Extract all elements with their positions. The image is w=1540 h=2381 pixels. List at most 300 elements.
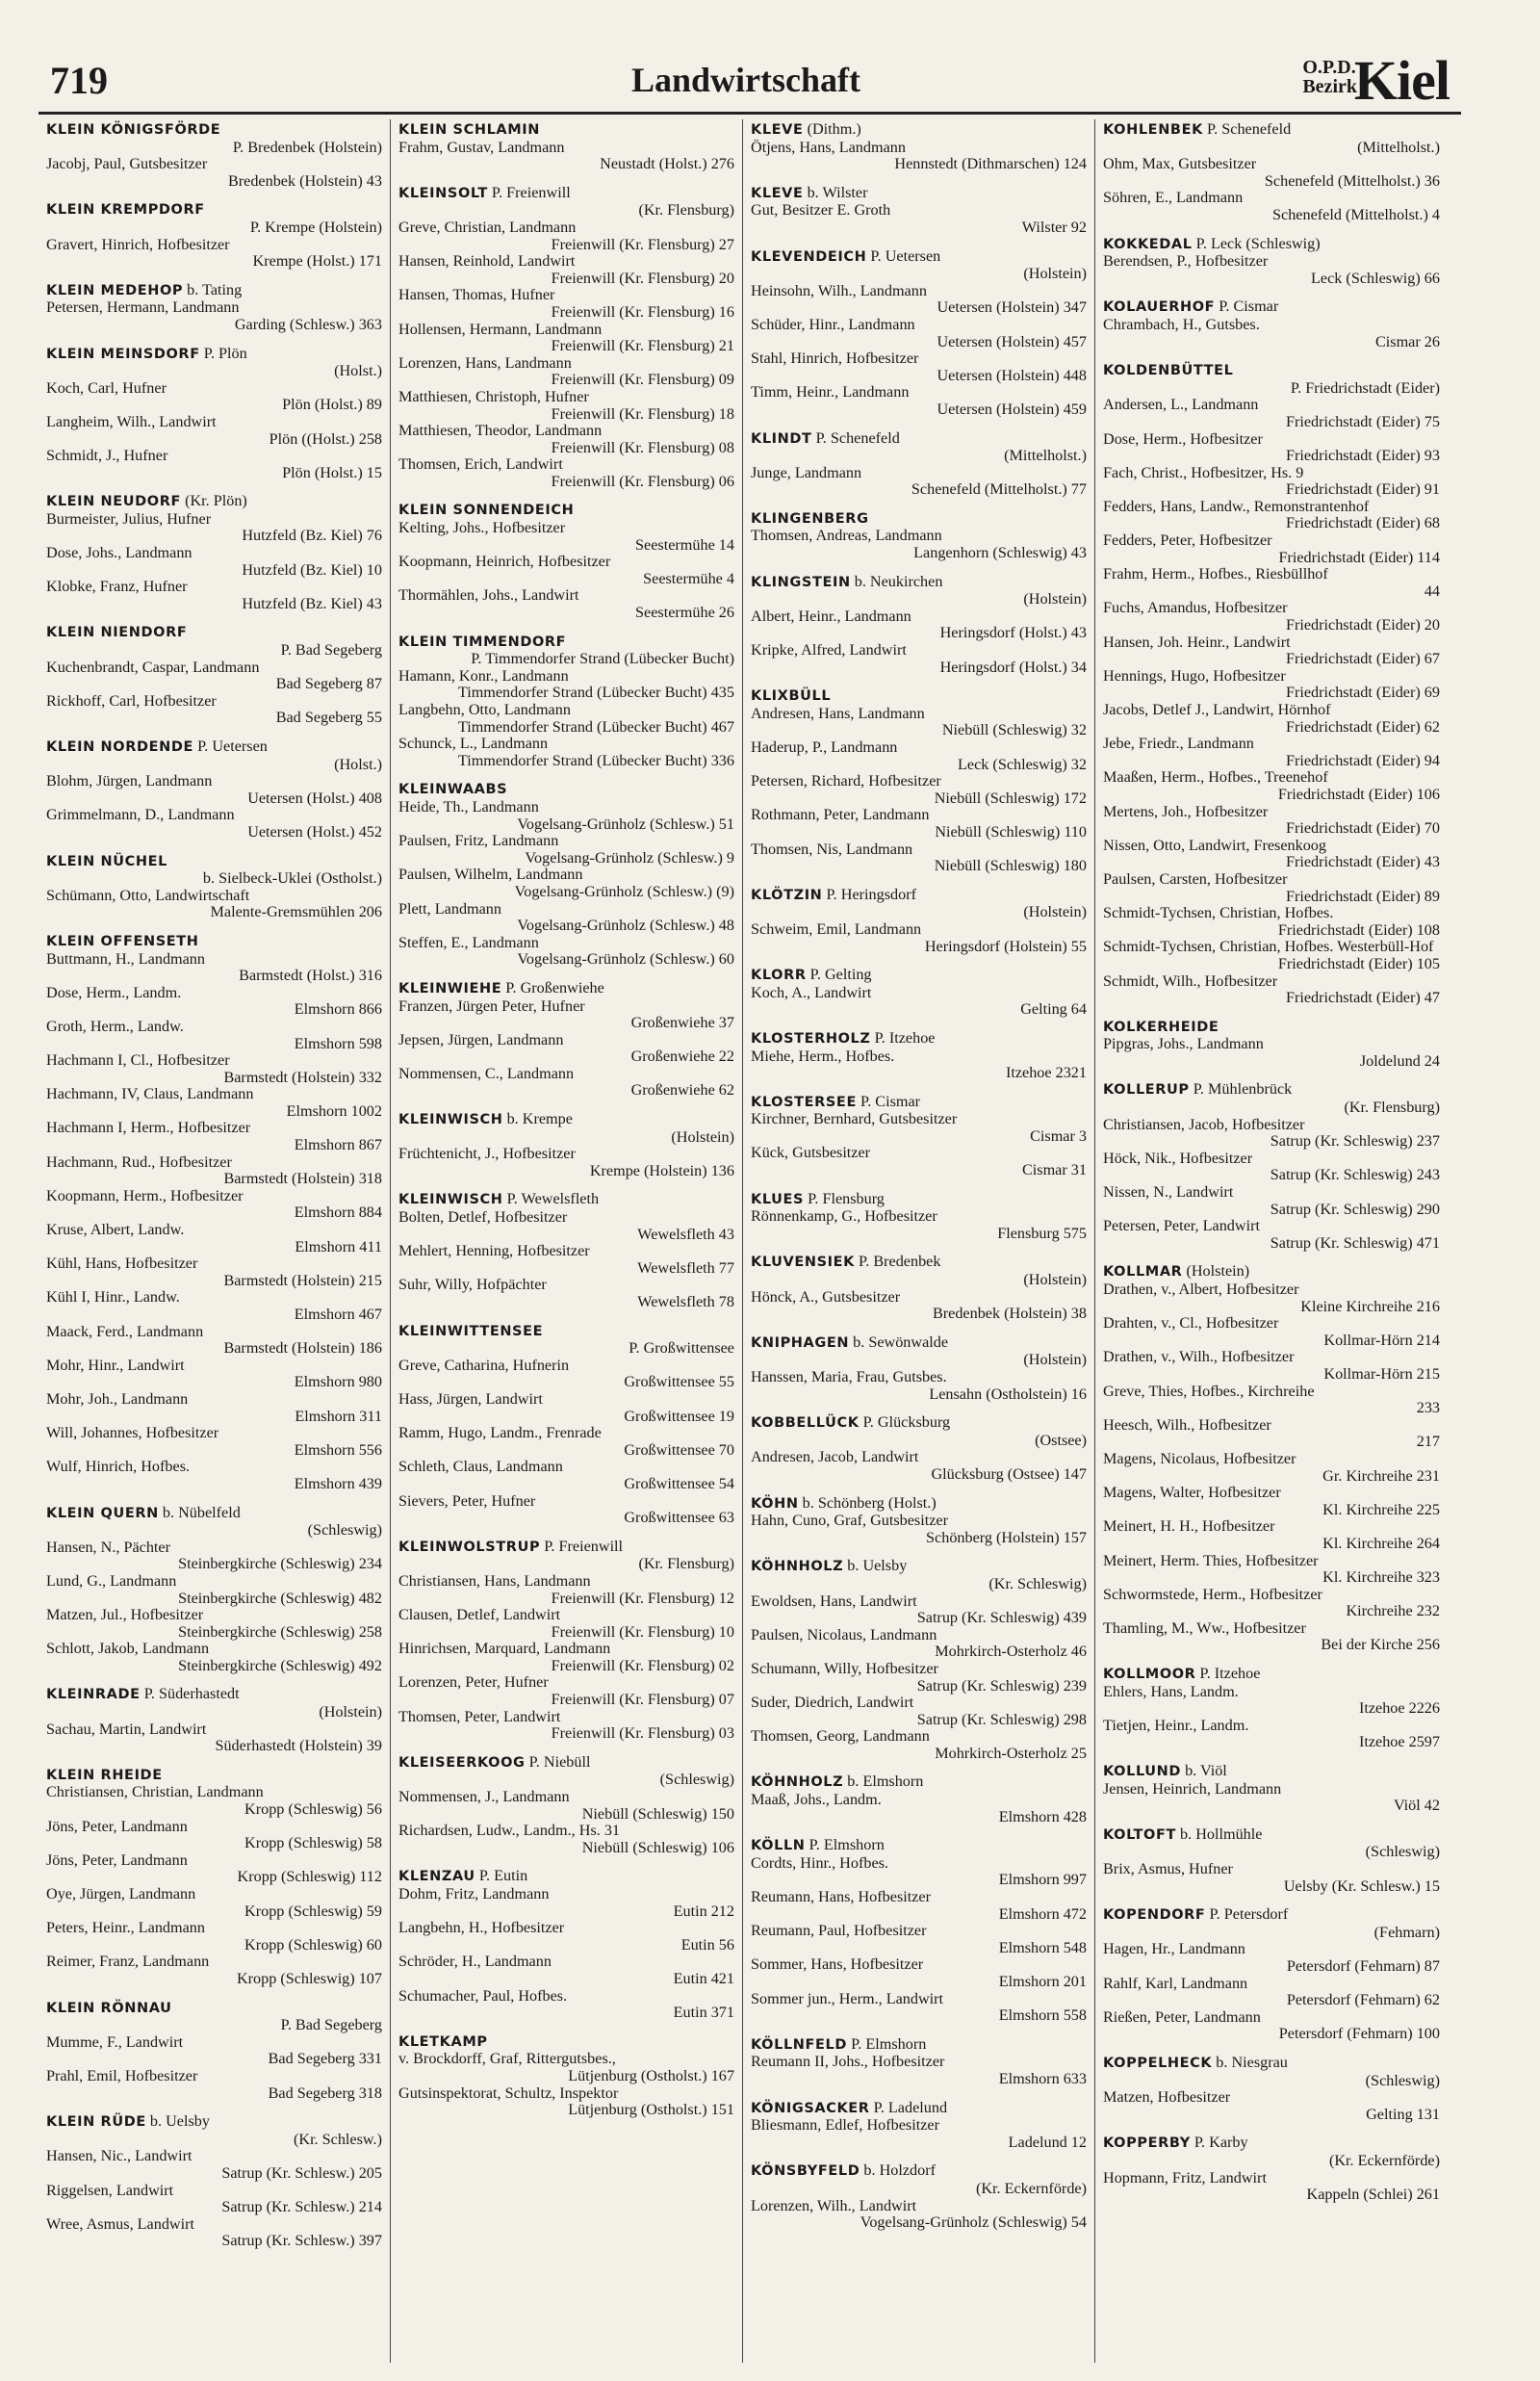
place-heading <box>751 1773 1087 1792</box>
entry-name: Haderup, P., Landmann <box>751 738 898 756</box>
entry-phone: Friedrichstadt (Eider) 94 <box>1285 751 1440 769</box>
list-item <box>751 1627 1087 1661</box>
entry-name: Fedders, Peter, Hofbesitzer <box>1103 531 1272 550</box>
entry-name: Oye, Jürgen, Landmann <box>46 1885 196 1902</box>
place-name: KLEINWITTENSEE <box>398 1323 544 1339</box>
entry-name: Ohm, Max, Gutsbesitzer <box>1103 155 1257 173</box>
place-postal-detail: (Kr. Schleswig) <box>988 1574 1087 1592</box>
list-item <box>1103 804 1440 838</box>
entry-phone: Schenefeld (Mittelholst.) 77 <box>911 480 1087 499</box>
entry-phone: Petersdorf (Fehmarn) 87 <box>1286 1956 1440 1975</box>
list-item <box>46 511 382 545</box>
entry-name: Rönnenkamp, G., Hofbesitzer <box>751 1207 937 1226</box>
entry-phone: Kl. Kirchreihe 225 <box>1322 1500 1440 1518</box>
place-heading <box>46 933 382 951</box>
entry-name: Hansen, Joh. Heinr., Landwirt <box>1103 633 1291 651</box>
entry-phone: Niebüll (Schleswig) 172 <box>934 789 1087 807</box>
place-block <box>1103 236 1440 288</box>
entry-name: Kruse, Albert, Landw. <box>46 1221 185 1239</box>
entry-name: Mohr, Hinr., Landwirt <box>46 1356 185 1374</box>
list-item <box>46 1019 382 1052</box>
list-item <box>398 1988 734 2022</box>
list-item <box>46 2183 382 2216</box>
list-item <box>1103 1976 1440 2009</box>
entry-phone: Plön ((Holst.) 258 <box>269 429 382 448</box>
list-item <box>1103 939 1440 972</box>
entry-phone: Steinbergkirche (Schleswig) 234 <box>178 1555 382 1573</box>
entry-name: Suhr, Willy, Hofpächter <box>398 1276 547 1294</box>
place-postal-detail: P. Timmendorfer Strand (Lübecker Bucht) <box>471 650 734 668</box>
place-name: KLEIN NÜCHEL <box>46 853 167 869</box>
entry-phone: Barmstedt (Holstein) 318 <box>223 1170 382 1188</box>
place-name: KOLLUND <box>1103 1764 1182 1780</box>
place-name: KÖHNHOLZ <box>751 1774 844 1791</box>
list-item <box>1103 397 1440 430</box>
list-item <box>1103 317 1440 350</box>
place-postal: P. Freienwill <box>540 1537 624 1555</box>
place-name: KLEVENDEICH <box>751 248 867 265</box>
list-item <box>398 867 734 900</box>
list-item <box>1103 1384 1440 1417</box>
entry-phone: Eutin 421 <box>673 1969 734 1987</box>
entry-phone: Mohrkirch-Osterholz 25 <box>935 1744 1087 1762</box>
place-postal-detail: b. Sielbeck-Uklei (Ostholst.) <box>202 869 382 888</box>
entry-name: Lorenzen, Peter, Hufner <box>398 1673 549 1692</box>
entry-name: Koch, A., Landwirt <box>751 983 872 1001</box>
entry-phone: Elmshorn 558 <box>998 2006 1087 2025</box>
entry-phone: Cismar 31 <box>1022 1161 1087 1179</box>
list-item <box>398 799 734 833</box>
entry-phone: Elmshorn 428 <box>998 1807 1087 1825</box>
entry-phone: Hutzfeld (Bz. Kiel) 76 <box>242 527 382 545</box>
place-postal: P. Großenwiehe <box>501 978 604 996</box>
list-item <box>46 1222 382 1255</box>
place-postal: P. Cismar <box>856 1092 921 1110</box>
list-item <box>751 1369 1087 1403</box>
place-heading <box>398 1539 734 1557</box>
entry-name: Höck, Nik., Hofbesitzer <box>1103 1149 1253 1167</box>
list-item <box>751 140 1087 173</box>
place-block <box>751 1558 1087 1762</box>
entry-phone: Hutzfeld (Bz. Kiel) 43 <box>242 594 382 612</box>
entry-phone: Freienwill (Kr. Flensburg) 10 <box>551 1622 734 1641</box>
place-name: KOPPERBY <box>1103 2135 1191 2152</box>
entry-phone: Cismar 3 <box>1030 1126 1087 1145</box>
place-block <box>46 2113 382 2250</box>
entry-phone: Kropp (Schleswig) 58 <box>244 1834 382 1852</box>
place-block <box>1103 1081 1440 1252</box>
place-block <box>46 853 382 921</box>
entry-phone: Elmshorn 439 <box>294 1474 382 1492</box>
list-item <box>46 1459 382 1492</box>
place-block <box>1103 1826 1440 1895</box>
place-block <box>398 1191 734 1310</box>
list-item <box>398 253 734 287</box>
entry-name: Petersen, Peter, Landwirt <box>1103 1217 1260 1235</box>
place-heading <box>46 121 382 140</box>
place-name: KLEIN QUERN <box>46 1505 159 1521</box>
place-postal-detail: (Kr. Flensburg) <box>638 1555 734 1573</box>
list-item <box>751 283 1087 317</box>
entry-name: Langbehn, H., Hofbesitzer <box>398 1919 565 1937</box>
entry-phone: Freienwill (Kr. Flensburg) 03 <box>551 1724 734 1743</box>
list-item <box>398 587 734 621</box>
place-heading <box>751 687 1087 706</box>
place-postal: P. Flensburg <box>804 1189 885 1207</box>
entry-phone: Bad Segeberg 318 <box>268 2083 382 2102</box>
place-block <box>1103 1019 1440 1071</box>
place-name: KOHLENBEK <box>1103 122 1203 138</box>
entry-name: Jöns, Peter, Landmann <box>46 1817 188 1835</box>
place-heading <box>751 1094 1087 1112</box>
list-item <box>398 1209 734 1243</box>
place-name: KLEIN KÖNIGSFÖRDE <box>46 122 221 138</box>
entry-name: Thomsen, Georg, Landmann <box>751 1727 930 1746</box>
entry-name: Frahm, Gustav, Landmann <box>398 138 565 156</box>
place-block <box>398 980 734 1100</box>
place-name: KLEINWISCH <box>398 1112 503 1128</box>
place-postal-detail: (Kr. Schlesw.) <box>293 2130 382 2148</box>
entry-name: Matthiesen, Christoph, Hufner <box>398 387 589 405</box>
entry-phone: Satrup (Kr. Schleswig) 243 <box>1270 1166 1440 1184</box>
list-item <box>398 998 734 1032</box>
list-item <box>1103 1684 1440 1718</box>
entry-phone: Satrup (Kr. Schleswig) 439 <box>916 1609 1087 1627</box>
place-name: KLEIN RHEIDE <box>46 1767 163 1783</box>
place-heading <box>1103 1666 1440 1684</box>
list-item <box>751 921 1087 955</box>
list-item <box>751 1145 1087 1178</box>
list-item <box>398 736 734 769</box>
list-item <box>751 350 1087 384</box>
entry-phone: Elmshorn 548 <box>998 1938 1087 1956</box>
entry-name: Clausen, Detlef, Landwirt <box>398 1606 561 1624</box>
entry-phone: Elmshorn 472 <box>998 1904 1087 1923</box>
place-heading <box>46 1686 382 1704</box>
entry-phone: Schenefeld (Mittelholst.) 4 <box>1272 205 1440 223</box>
entry-name: Thomsen, Nis, Landmann <box>751 840 913 858</box>
place-block <box>1103 298 1440 350</box>
list-item <box>46 1154 382 1188</box>
place-block <box>1103 1263 1440 1654</box>
entry-name: Petersen, Richard, Hofbesitzer <box>751 772 941 790</box>
entry-name: Stahl, Hinrich, Hofbesitzer <box>751 349 919 368</box>
entry-phone: Kirchreihe 232 <box>1346 1602 1440 1620</box>
place-postal-detail: (Schleswig) <box>1365 1843 1440 1861</box>
entry-phone: Barmstedt (Holstein) 186 <box>223 1339 382 1358</box>
entry-name: Schlott, Jakob, Landmann <box>46 1640 210 1658</box>
list-item <box>398 423 734 456</box>
entry-name: Fedders, Hans, Landw., Remonstrantenhof <box>1103 497 1370 515</box>
list-item <box>46 2148 382 2182</box>
entry-name: Fach, Christ., Hofbesitzer, Hs. 9 <box>1103 463 1304 481</box>
list-item <box>398 1493 734 1527</box>
entry-name: Greve, Thies, Hofbes., Kirchreihe <box>1103 1382 1315 1400</box>
entry-name: Mumme, F., Landwirt <box>46 2032 184 2051</box>
column-2 <box>391 119 743 2363</box>
entry-name: Schweim, Emil, Landmann <box>751 919 922 938</box>
place-name: KÖLLN <box>751 1838 806 1854</box>
list-item <box>46 1721 382 1755</box>
place-heading <box>1103 1906 1440 1925</box>
place-heading <box>398 121 734 140</box>
place-postal: b. Krempe <box>502 1110 573 1128</box>
entry-phone: Freienwill (Kr. Flensburg) 06 <box>551 472 734 490</box>
entry-name: Hansen, Reinhold, Landwirt <box>398 252 576 271</box>
entry-name: Brix, Asmus, Hufner <box>1103 1860 1233 1877</box>
entry-name: Rahlf, Karl, Landmann <box>1103 1974 1248 1992</box>
entry-phone: Heringsdorf (Holst.) 34 <box>939 658 1087 676</box>
list-item <box>398 1391 734 1425</box>
entry-name: Früchtenicht, J., Hofbesitzer <box>398 1145 576 1163</box>
entry-phone: Bad Segeberg 87 <box>275 675 382 693</box>
entry-name: Nissen, N., Landwirt <box>1103 1183 1234 1202</box>
place-name: KOLLMOOR <box>1103 1667 1196 1683</box>
entry-phone: Uelsby (Kr. Schlesw.) 15 <box>1283 1876 1440 1895</box>
list-item <box>398 2085 734 2119</box>
entry-name: Schmidt-Tychsen, Christian, Hofbes. <box>1103 904 1334 922</box>
entry-name: Tietjen, Heinr., Landm. <box>1103 1716 1249 1734</box>
list-item <box>751 1695 1087 1728</box>
entry-name: Matzen, Jul., Hofbesitzer <box>46 1606 204 1624</box>
place-name: KOLLERUP <box>1103 1082 1190 1099</box>
place-block <box>46 933 382 1493</box>
place-heading <box>46 201 382 220</box>
entry-name: Paulsen, Carsten, Hofbesitzer <box>1103 869 1288 888</box>
place-postal: P. Süderhastedt <box>140 1685 240 1703</box>
list-item <box>398 389 734 423</box>
entry-phone: Satrup (Kr. Schlesw.) 205 <box>221 2163 382 2182</box>
entry-name: Koopmann, Heinrich, Hofbesitzer <box>398 553 611 571</box>
place-block <box>751 430 1087 499</box>
entry-name: Sievers, Peter, Hufner <box>398 1491 536 1510</box>
header-rule <box>38 112 1461 115</box>
entry-name: Dose, Johs., Landmann <box>46 544 192 562</box>
list-item <box>1103 1281 1440 1315</box>
list-item <box>1103 600 1440 634</box>
place-block <box>398 781 734 969</box>
place-name: KLEIN MEDEHOP <box>46 282 184 298</box>
entry-name: Rothmann, Peter, Landmann <box>751 806 930 824</box>
list-item <box>751 1855 1087 1889</box>
list-item <box>46 1391 382 1425</box>
place-heading <box>1103 1081 1440 1100</box>
place-heading <box>1103 121 1440 140</box>
entry-name: Kühl, Hans, Hofbesitzer <box>46 1255 198 1273</box>
list-item <box>46 545 382 579</box>
entry-name: Greve, Catharina, Hufnerin <box>398 1356 570 1374</box>
list-item <box>751 202 1087 236</box>
list-item <box>1103 871 1440 905</box>
entry-phone: Elmshorn 556 <box>294 1440 382 1459</box>
entry-name: Reumann II, Johs., Hofbesitzer <box>751 2053 945 2071</box>
entry-name: Pipgras, Johs., Landmann <box>1103 1035 1264 1053</box>
entry-name: Sommer, Hans, Hofbesitzer <box>751 1955 924 1974</box>
place-postal: P. Plön <box>199 344 247 362</box>
list-item <box>1103 1620 1440 1654</box>
entry-name: Schümann, Otto, Landwirtschaft <box>46 886 250 904</box>
place-block <box>751 1254 1087 1322</box>
place-heading <box>1103 1826 1440 1845</box>
list-item <box>46 380 382 414</box>
place-block <box>1103 362 1440 1007</box>
entry-phone: Seestermühe 14 <box>635 535 734 554</box>
entry-name: Bolten, Detlef, Hofbesitzer <box>398 1208 568 1227</box>
list-item <box>46 1920 382 1954</box>
entry-name: Wulf, Hinrich, Hofbes. <box>46 1458 191 1476</box>
entry-phone: Friedrichstadt (Eider) 47 <box>1285 989 1440 1007</box>
entry-phone: Wewelsfleth 77 <box>637 1258 734 1277</box>
place-postal: (Holstein) <box>1182 1262 1250 1281</box>
list-item <box>398 1886 734 1920</box>
entry-name: Junge, Landmann <box>751 463 862 481</box>
entry-phone: Garding (Schlesw.) 363 <box>234 315 382 333</box>
place-heading <box>46 493 382 511</box>
place-heading <box>1103 298 1440 317</box>
entry-phone: Freienwill (Kr. Flensburg) 21 <box>551 337 734 355</box>
place-heading <box>398 185 734 203</box>
place-name: KLEINRADE <box>46 1687 141 1703</box>
place-name: KLEVE <box>751 122 804 138</box>
list-item <box>46 1188 382 1222</box>
place-heading <box>751 1837 1087 1855</box>
place-postal: P. Schenefeld <box>811 428 900 447</box>
entry-phone: Krempe (Holstein) 136 <box>589 1161 734 1179</box>
entry-name: Franzen, Jürgen Peter, Hufner <box>398 996 585 1015</box>
entry-name: Nissen, Otto, Landwirt, Fresenkoog <box>1103 836 1326 854</box>
list-item <box>751 465 1087 499</box>
list-item <box>751 773 1087 807</box>
place-name: KÖNIGSACKER <box>751 2100 870 2116</box>
list-item <box>46 1573 382 1607</box>
place-heading <box>46 738 382 757</box>
place-postal-detail: P. Krempe (Holstein) <box>249 218 382 236</box>
list-item <box>398 702 734 736</box>
entry-name: Thormählen, Johs., Landwirt <box>398 586 579 605</box>
entry-name: Miehe, Herm., Hofbes. <box>751 1047 895 1065</box>
place-block <box>398 1111 734 1179</box>
entry-name: Plett, Landmann <box>398 899 501 918</box>
place-heading <box>751 121 1087 140</box>
place-block <box>751 967 1087 1019</box>
entry-phone: Gelting 131 <box>1366 2105 1440 2123</box>
list-item <box>1103 2089 1440 2123</box>
entry-phone: Großwittensee 19 <box>624 1407 734 1425</box>
place-postal: P. Cismar <box>1215 298 1279 316</box>
entry-phone: Schönberg (Holstein) 157 <box>926 1528 1087 1546</box>
list-item <box>46 1852 382 1886</box>
entry-name: Steffen, E., Landmann <box>398 933 539 951</box>
entry-phone: Freienwill (Kr. Flensburg) 27 <box>551 235 734 253</box>
place-heading <box>751 510 1087 529</box>
entry-name: Hachmann, Rud., Hofbesitzer <box>46 1152 232 1171</box>
entry-name: Schmidt, J., Hufner <box>46 447 168 465</box>
list-item <box>1103 1117 1440 1151</box>
list-item <box>398 322 734 355</box>
entry-name: Maack, Ferd., Landmann <box>46 1322 204 1340</box>
place-block <box>46 2000 382 2103</box>
entry-phone: Satrup (Kr. Schleswig) 471 <box>1270 1233 1440 1252</box>
place-block <box>398 1323 734 1527</box>
place-heading <box>398 1191 734 1209</box>
list-item <box>751 1048 1087 1082</box>
place-name: KOPENDORF <box>1103 1907 1206 1924</box>
entry-name: Nommensen, C., Landmann <box>398 1064 575 1082</box>
entry-name: Hansen, Nic., Landwirt <box>46 2147 192 2165</box>
entry-name: Lund, G., Landmann <box>46 1571 177 1590</box>
entry-name: Will, Johannes, Hofbesitzer <box>46 1424 219 1442</box>
place-block <box>751 185 1087 237</box>
entry-phone: Elmshorn 411 <box>295 1237 382 1255</box>
list-item <box>1103 532 1440 566</box>
entry-name: Koch, Carl, Hufner <box>46 378 167 397</box>
place-block <box>46 1505 382 1675</box>
place-postal: P. Freienwill <box>487 183 571 201</box>
list-item <box>46 1540 382 1573</box>
entry-name: Hansen, N., Pächter <box>46 1538 171 1556</box>
place-postal: P. Itzehoe <box>1195 1665 1261 1683</box>
list-item <box>1103 1218 1440 1252</box>
place-heading <box>1103 236 1440 254</box>
place-heading <box>751 2100 1087 2118</box>
place-heading <box>398 2033 734 2052</box>
entry-phone: Steinbergkirche (Schleswig) 258 <box>178 1622 382 1641</box>
list-item <box>398 1641 734 1674</box>
entry-name: Schmidt, Wilh., Hofbesitzer <box>1103 971 1278 990</box>
entry-name: Kirchner, Bernhard, Gutsbesitzer <box>751 1110 958 1128</box>
list-item <box>751 642 1087 676</box>
place-name: KLEIN OFFENSETH <box>46 933 199 949</box>
list-item <box>46 1784 382 1818</box>
place-postal: P. Niebüll <box>525 1752 591 1771</box>
entry-name: Chrambach, H., Gutsbes. <box>1103 315 1260 333</box>
entry-phone: Heringsdorf (Holstein) 55 <box>924 937 1087 955</box>
place-heading <box>1103 1019 1440 1037</box>
entry-name: Schumann, Willy, Hofbesitzer <box>751 1659 938 1677</box>
list-item <box>398 1032 734 1066</box>
entry-phone: Satrup (Kr. Schlesw.) 214 <box>221 2198 382 2216</box>
entry-phone: Friedrichstadt (Eider) 108 <box>1277 920 1440 939</box>
place-block <box>46 282 382 334</box>
list-item <box>1103 838 1440 871</box>
list-item <box>46 985 382 1019</box>
entry-name: Sachau, Martin, Landwirt <box>46 1720 207 1738</box>
place-block <box>46 121 382 190</box>
entry-name: Burmeister, Julius, Hufner <box>46 509 212 528</box>
place-name: KLUES <box>751 1191 805 1207</box>
place-postal: P. Uetersen <box>193 738 268 755</box>
place-name: KNIPHAGEN <box>751 1334 850 1351</box>
place-name: KLÖTZIN <box>751 887 823 903</box>
entry-name: Maaß, Johs., Landm. <box>751 1791 882 1809</box>
entry-name: Reumann, Paul, Hofbesitzer <box>751 1922 927 1940</box>
entry-name: Jacobj, Paul, Gutsbesitzer <box>46 155 208 173</box>
entry-name: Heesch, Wilh., Hofbesitzer <box>1103 1415 1271 1434</box>
entry-name: Heide, Th., Landmann <box>398 797 539 815</box>
entry-phone: Eutin 371 <box>673 2004 734 2022</box>
place-postal: P. Ladelund <box>869 2098 948 2116</box>
place-postal-detail: (Schleswig) <box>659 1771 734 1789</box>
place-name: KOLTOFT <box>1103 1826 1176 1843</box>
list-item <box>751 807 1087 841</box>
place-block <box>46 346 382 482</box>
place-block <box>751 1030 1087 1082</box>
place-postal: P. Schenefeld <box>1202 120 1292 138</box>
entry-name: Schmidt-Tychsen, Christian, Hofbes. Westerbüll-Hof <box>1103 938 1434 956</box>
list-item <box>1103 736 1440 769</box>
entry-phone: Barmstedt (Holstein) 215 <box>223 1271 382 1289</box>
entry-name: Mertens, Joh., Hofbesitzer <box>1103 802 1269 820</box>
